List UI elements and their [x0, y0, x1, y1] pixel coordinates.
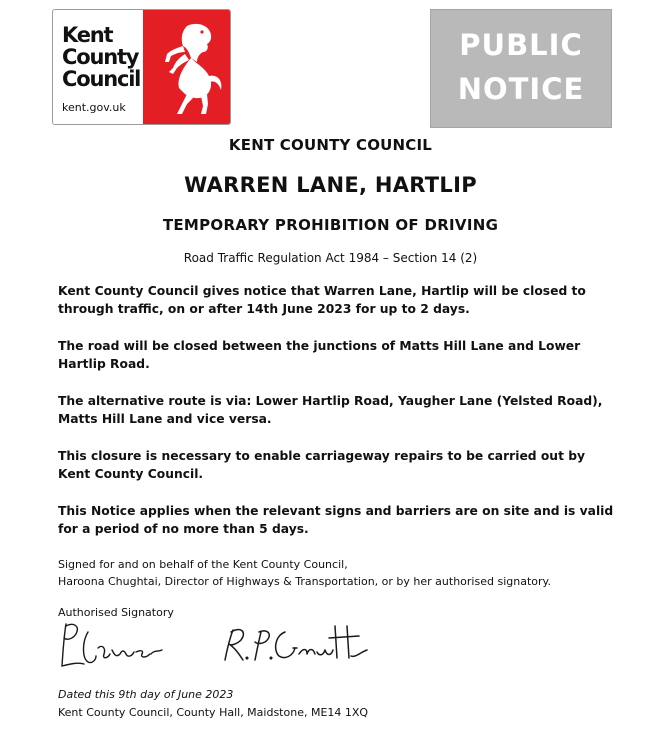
notice-body: [58, 282, 618, 557]
paragraph-alternative-route: The alternative route is via: Lower Hartlip Road, Yaugher Lane (Yelsted Road), Matts Hill Lane and vice versa.: [58, 394, 603, 426]
signed-line-2: Haroona Chughtai, Director of Highways & Transportation, or by her authorised signatory.: [58, 575, 551, 588]
logo-url: kent.gov.uk: [62, 101, 126, 114]
dated-line: Dated this 9th day of June 2023: [58, 688, 234, 701]
authorised-signatory-label: Authorised Signatory: [58, 606, 174, 619]
logo-wordmark: [62, 24, 144, 90]
council-address: Kent County Council, County Hall, Maidstone, ME14 1XQ: [58, 706, 369, 719]
white-horse-icon: [147, 18, 227, 118]
notice-badge-line2: NOTICE: [457, 72, 585, 106]
kent-county-council-logo: [52, 9, 231, 125]
council-heading: KENT COUNTY COUNCIL: [228, 136, 433, 154]
signature-image-1: [58, 620, 168, 672]
public-notice-badge: [430, 9, 612, 128]
act-reference: Road Traffic Regulation Act 1984 – Section 14 (2): [183, 251, 478, 265]
paragraph-closure-extent: The road will be closed between the junctions of Matts Hill Lane and Lower Hartlip Road.: [58, 339, 581, 371]
logo-line-kent: Kent: [62, 23, 113, 47]
paragraph-reason: This closure is necessary to enable carriageway repairs to be carried out by Kent County Council.: [58, 449, 586, 481]
paragraph-closure-notice: Kent County Council gives notice that Warren Lane, Hartlip will be closed to through traffic, on or after 14th June 2023 for up to 2 days.: [58, 284, 586, 316]
road-title: WARREN LANE, HARTLIP: [184, 173, 477, 197]
signature-image-2: [215, 618, 375, 670]
logo-red-panel: [143, 10, 230, 124]
order-type-heading: TEMPORARY PROHIBITION OF DRIVING: [162, 216, 499, 234]
logo-line-county: County: [62, 45, 139, 69]
paragraph-validity: This Notice applies when the relevant signs and barriers are on site and is valid for a period of no more than 5 days.: [58, 504, 614, 536]
logo-line-council: Council: [62, 67, 141, 91]
signed-on-behalf: [58, 556, 551, 590]
notice-badge-line1: PUBLIC: [459, 28, 583, 62]
signed-line-1: Signed for and on behalf of the Kent County Council,: [58, 558, 348, 571]
